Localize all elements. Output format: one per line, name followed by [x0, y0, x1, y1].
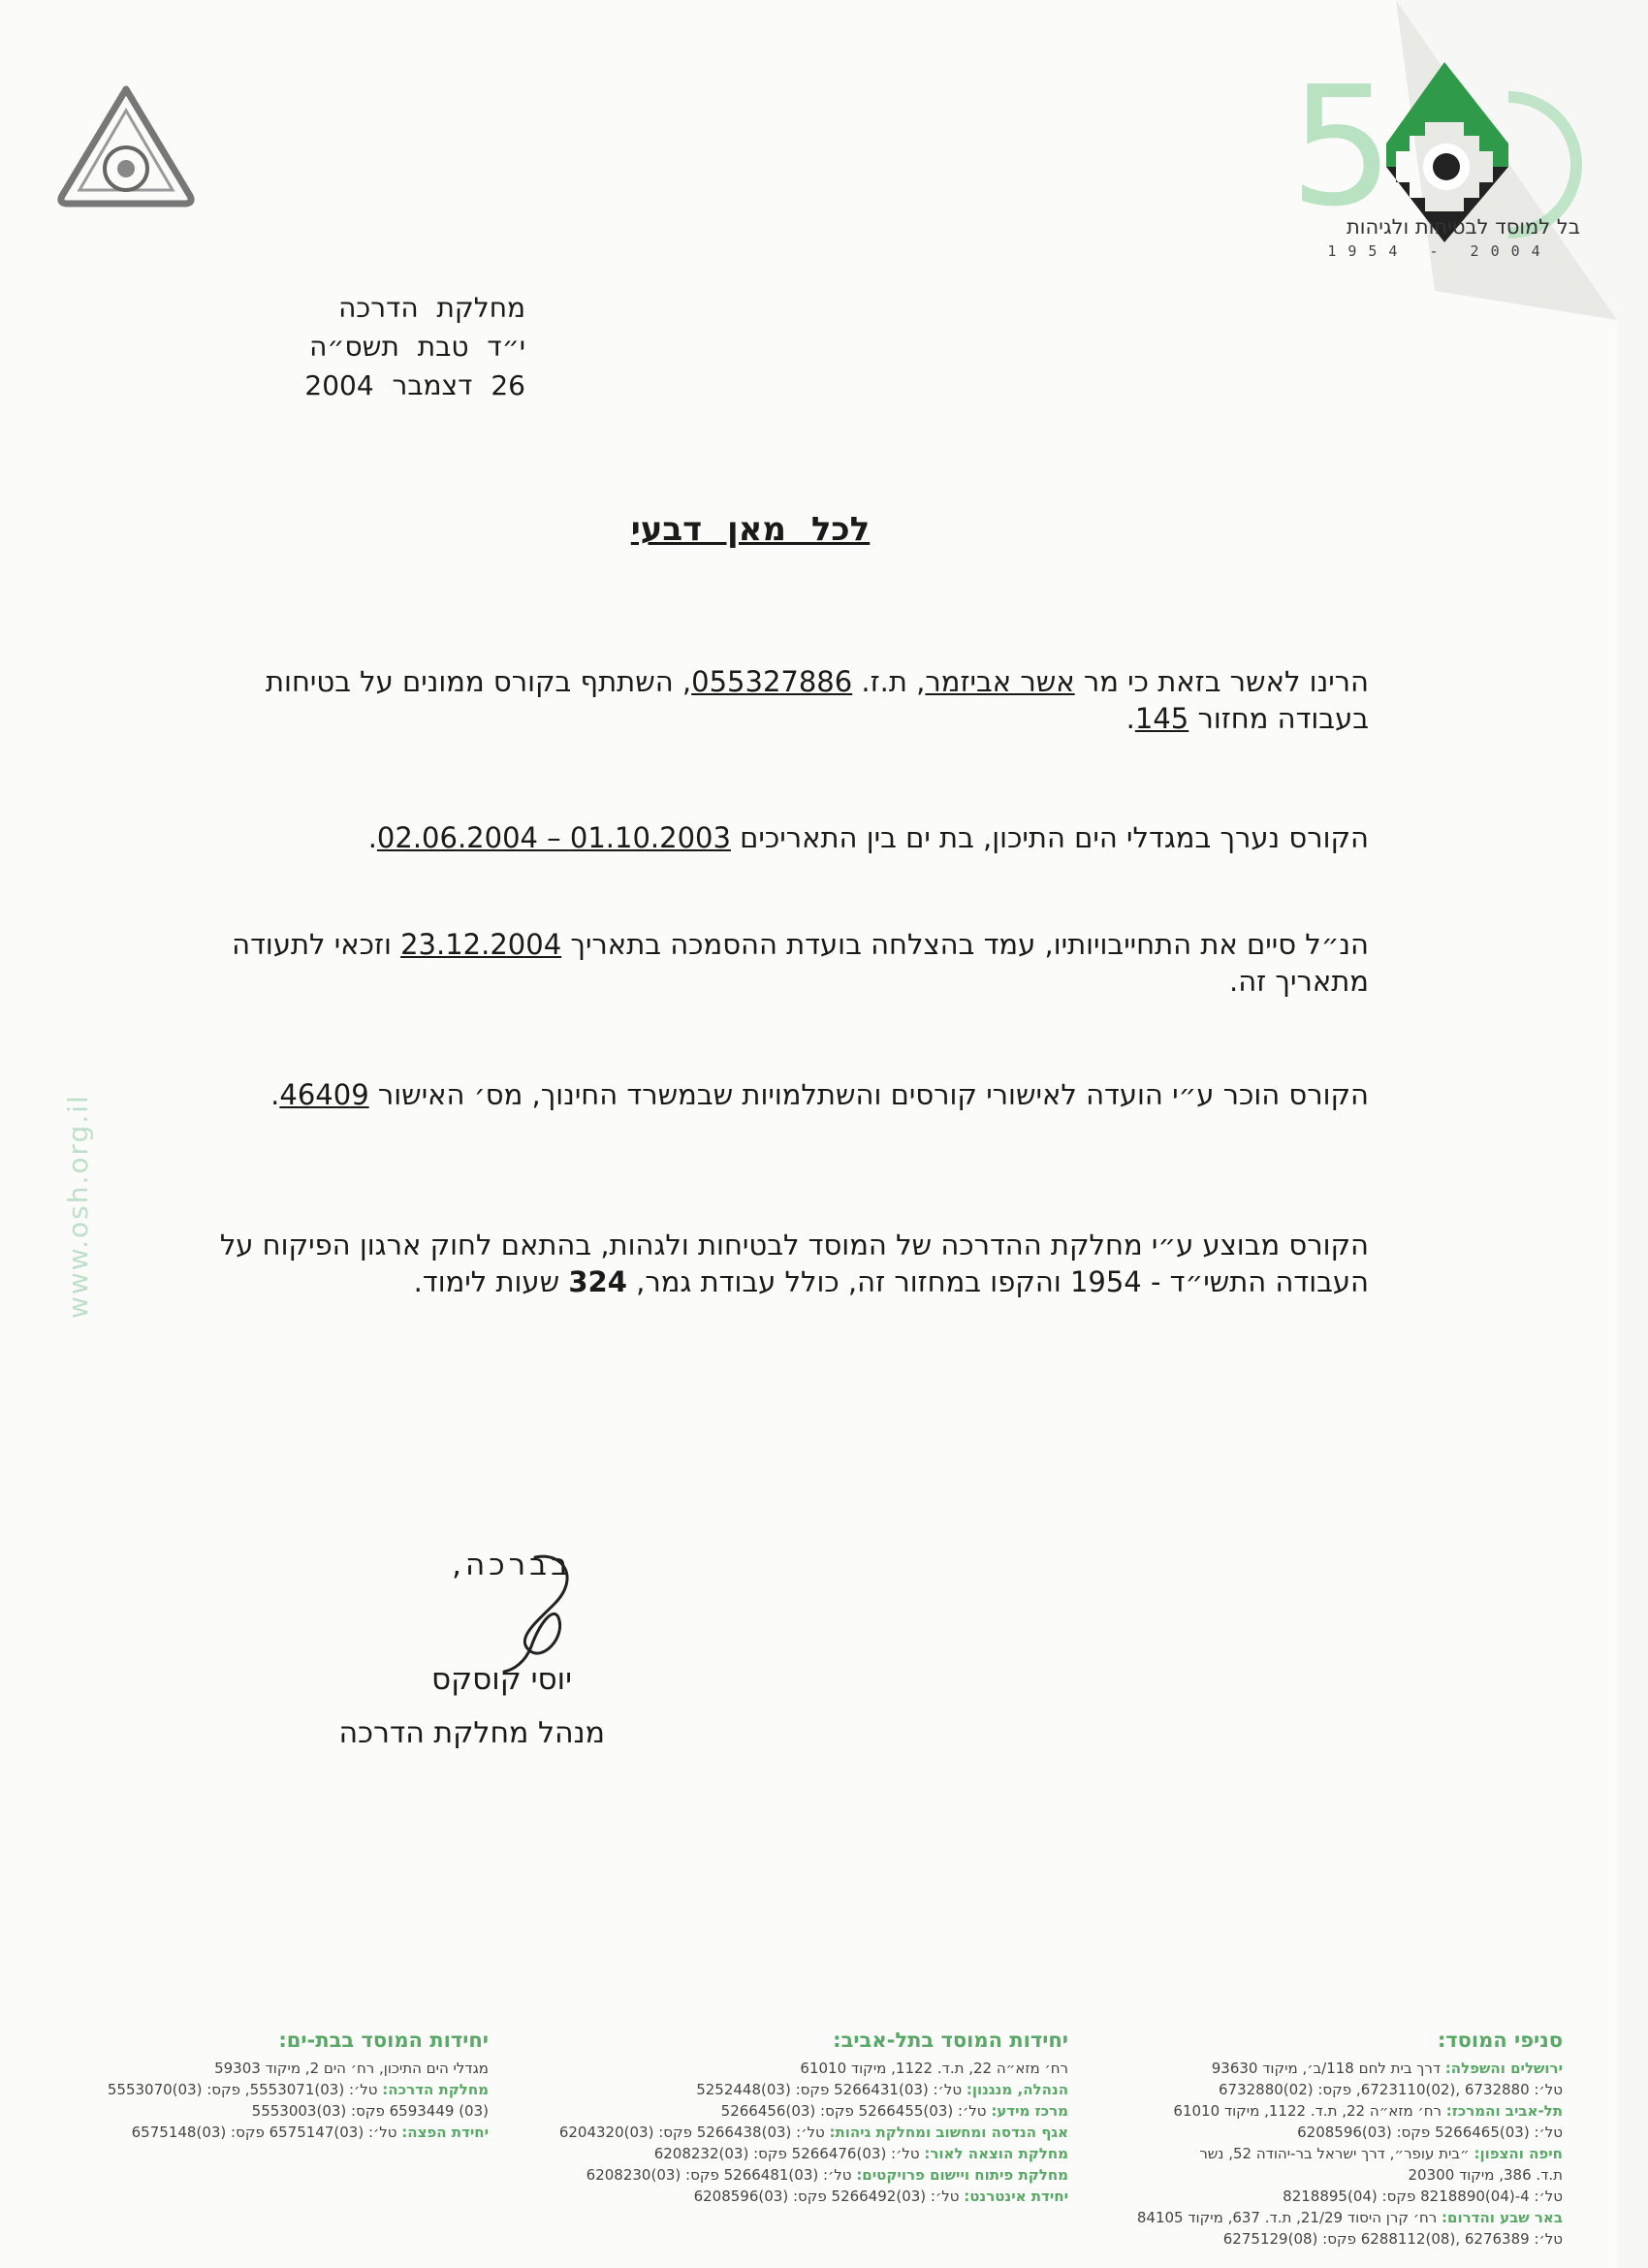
text-span: הרינו לאשר בזאת כי מר: [1074, 665, 1369, 698]
gregorian-date: 26 דצמבר 2004: [304, 369, 525, 401]
text-span: .: [367, 821, 377, 854]
approval-number: 46409: [279, 1078, 369, 1111]
footer-text: טל׳: (03)5266476 פקס: (03)6208232: [653, 2145, 925, 2162]
footer-heading: סניפי המוסד:: [1437, 2028, 1563, 2052]
footer-line: [62, 2079, 489, 2100]
paragraph-approval: [219, 1076, 1369, 1113]
footer-line: טל׳: 6732880 ,(02)6723110, פקס: (02)6732880: [1218, 2081, 1563, 2098]
logo-caption: בל למוסד לבטיחות ולגיהות: [1347, 215, 1580, 239]
footer-label: מחלקת הוצאה לאור:: [924, 2145, 1068, 2162]
footer-label: מחלקת הדרכה:: [382, 2081, 489, 2098]
footer-text: טל׳: (03)5266481 פקס: (03)6208230: [586, 2166, 857, 2184]
footer-label: הנהלה, מנגנון:: [966, 2081, 1068, 2098]
footer-line: [525, 2122, 1068, 2143]
letter-header: [252, 289, 525, 405]
text-span: הקורס מבוצע ע״י מחלקת ההדרכה של המוסד לבטיחות ולגהות, בהתאם לחוק ארגון הפיקוח על העבודה התשי״ד - 1954 והקפו במחזור זה, כולל עבודת גמר,: [219, 1229, 1369, 1298]
footer-text: טל׳: (03)5266431 פקס: (03)5252448: [696, 2081, 967, 2098]
paragraph-certification: [219, 926, 1369, 1000]
footer-label: מרכז מידע:: [991, 2102, 1068, 2120]
closing-greeting: בברכה,: [452, 1548, 572, 1582]
footer-line: טל׳: 4-(04)8218890 פקס: (04)8218895: [1283, 2188, 1563, 2205]
text-span: , השתתף בקורס ממונים על בטיחות בעבודה מחזור: [266, 665, 1369, 735]
footer-label: תל-אביב והמרכז:: [1445, 2102, 1563, 2120]
logo-years: 1954 - 2004: [1327, 242, 1552, 260]
footer-heading: יחידות המוסד בתל-אביב:: [833, 2028, 1068, 2052]
footer-line: [525, 2100, 1068, 2122]
footer-line: [1156, 2100, 1563, 2122]
text-span: שעות לימוד.: [413, 1265, 569, 1298]
text-span: הקורס נערך במגדלי הים התיכון, בת ים בין התאריכים: [730, 821, 1369, 854]
footer-line: רח׳ מזא״ה 22, ת.ד. 1122, מיקוד 61010: [800, 2060, 1068, 2077]
footer-label: אגף הנדסה ומחשוב ומחלקת גיהות:: [829, 2124, 1068, 2141]
footer-text: רח׳ קרן היסוד 21/29, ת.ד. 637, מיקוד 84105: [1136, 2209, 1442, 2226]
footer-text: טל׳: (03)5266455 פקס: (03)5266456: [720, 2102, 992, 2120]
participant-id: 055327886: [691, 665, 853, 698]
footer-text: טל׳: (03)5266438 פקס: (03)6204320: [558, 2124, 830, 2141]
footer-label: ירושלים והשפלה:: [1444, 2060, 1563, 2077]
footer-label: יחידת הפצה:: [401, 2124, 489, 2141]
footer-text: ״בית עופר״, דרך ישראל בר-יהודה 52, נשר: [1199, 2145, 1474, 2162]
text-span: הקורס הוכר ע״י הועדה לאישורי קורסים והשתלמויות שבמשרד החינוך, מס׳ האישור: [368, 1078, 1369, 1111]
footer-bat-yam-units: [62, 2028, 489, 2143]
footer-line: טל׳: (03)5266465 פקס: (03)6208596: [1297, 2124, 1563, 2141]
svg-text:5: 5: [1289, 58, 1395, 243]
footer-line: [525, 2143, 1068, 2164]
footer-label: יחידת אינטרנט:: [964, 2188, 1068, 2205]
footer-text: דרך בית לחם 118/ב׳, מיקוד 93630: [1211, 2060, 1445, 2077]
footer-line: [1156, 2058, 1563, 2079]
footer-branches: [1136, 2028, 1563, 2250]
paragraph-participation: [219, 663, 1369, 737]
hebrew-date: י״ד טבת תשס״ה: [309, 331, 525, 363]
triangle-emblem-icon: [54, 83, 198, 208]
footer-line: [62, 2122, 489, 2143]
footer-line: מגדלי הים התיכון, רח׳ הים 2, מיקוד 59303: [214, 2060, 489, 2077]
course-dates: 01.10.2003 – 02.06.2004: [376, 821, 731, 854]
footer-label: חיפה והצפון:: [1474, 2145, 1563, 2162]
footer-line: ת.ד. 386, מיקוד 20300: [1408, 2166, 1563, 2184]
text-span: הנ״ל סיים את התחייבויותיו, עמד בהצלחה בועדת ההסמכה בתאריך: [561, 928, 1369, 961]
study-hours: 324: [568, 1265, 627, 1298]
footer-label: מחלקת פיתוח ויישום פרויקטים:: [856, 2166, 1068, 2184]
footer-tel-aviv-units: [525, 2028, 1068, 2207]
footer-line: [525, 2079, 1068, 2100]
department-name: מחלקת הדרכה: [338, 292, 525, 324]
website-url: www.osh.org.il: [62, 1094, 94, 1319]
letter-title: לכל מאן דבעי: [630, 510, 871, 549]
text-span: .: [1125, 702, 1135, 735]
paragraph-course-details: [219, 1227, 1369, 1300]
signer-title: מנהל מחלקת הדרכה: [338, 1716, 605, 1750]
footer-line: [1136, 2207, 1563, 2228]
footer-text: טל׳: (03)6575147 פקס: (03)6575148: [131, 2124, 402, 2141]
course-cycle: 145: [1134, 702, 1189, 735]
text-span: , ת.ז.: [852, 665, 926, 698]
footer-label: באר שבע והדרום:: [1442, 2209, 1563, 2226]
footer-text: טל׳: (03)5553071, פקס: (03)5553070: [107, 2081, 383, 2098]
text-span: .: [270, 1078, 280, 1111]
footer-text: רח׳ מזא״ה 22, ת.ד. 1122, מיקוד 61010: [1173, 2102, 1446, 2120]
footer-line: [525, 2186, 1068, 2207]
footer-text: טל׳: (03)5266492 פקס: (03)6208596: [693, 2188, 965, 2205]
signer-name: יוסי קוסקס: [431, 1662, 572, 1697]
footer-line: טל׳: 6276389 ,(08)6288112 פקס: (08)6275129: [1222, 2230, 1563, 2248]
paragraph-dates: [219, 819, 1369, 856]
footer-line: (03) 6593449 פקס: (03)5553003: [251, 2102, 489, 2120]
participant-name: אשר אביזמר: [925, 665, 1075, 698]
footer-heading: יחידות המוסד בבת-ים:: [278, 2028, 489, 2052]
footer-line: [525, 2164, 1068, 2186]
footer-line: [1156, 2143, 1563, 2164]
handwritten-signature: [496, 1549, 584, 1676]
text-span: וזכאי לתעודה מתאריך זה.: [232, 928, 1369, 998]
certification-date: 23.12.2004: [400, 928, 562, 961]
